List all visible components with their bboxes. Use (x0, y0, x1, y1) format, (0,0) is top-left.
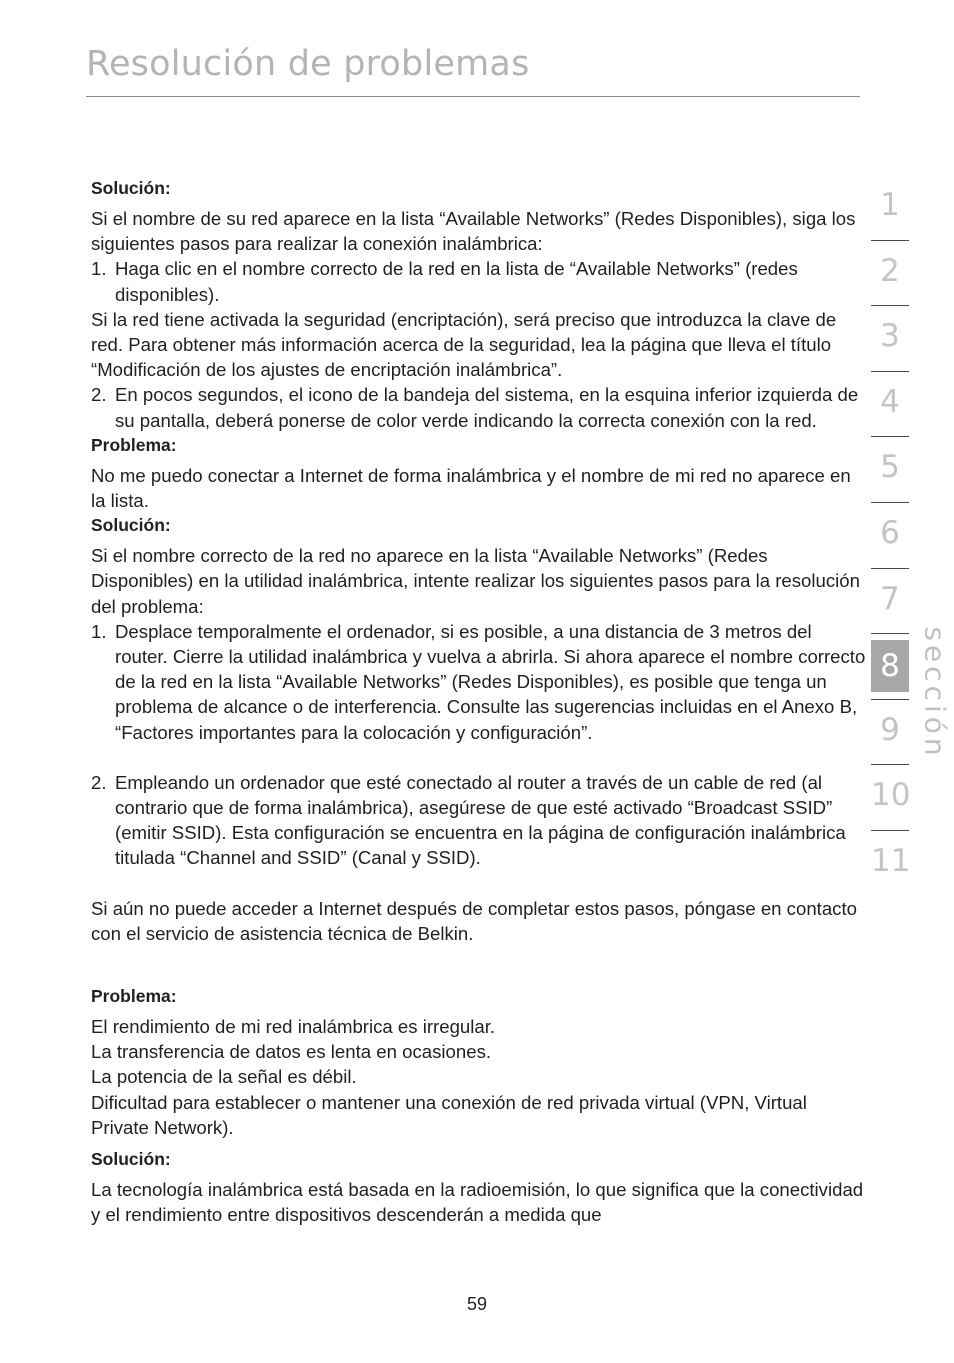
list-item (91, 382, 866, 432)
header-divider (86, 96, 860, 97)
section-number: 6 (880, 514, 900, 551)
step-text: Haga clic en el nombre correcto de la red en la lista de “Available Networks” (redes disponibles). (115, 258, 798, 305)
page-number: 59 (466, 1294, 488, 1314)
paragraph: No me puedo conectar a Internet de forma inalámbrica y el nombre de mi red no aparece en la lista. (91, 464, 851, 512)
main-content (91, 176, 866, 1228)
section-number: 3 (880, 318, 900, 355)
steps-list (91, 382, 866, 432)
problem-heading: Problema: (91, 986, 177, 1007)
step-text: Empleando un ordenador que esté conectado al router a través de un cable de red (al contrario que de forma inalámbrica), asegúrese de que esté activado “Broadcast SSID” (emitir SSID). Esta configuración se encuentra en la página de configuración inalámbrica titulada “Channel and SSID” (Canal y SSID). (115, 771, 846, 869)
section-tab-2[interactable] (871, 241, 909, 307)
list-item (91, 770, 866, 871)
section-number-active: 8 (871, 640, 909, 692)
section-tab-6[interactable] (871, 503, 909, 569)
step-text: Desplace temporalmente el ordenador, si es posible, a una distancia de 3 metros del router. Cierre la utilidad inalámbrica y vuelva a abrirla. Si ahora aparece el nombre correcto de la red en la lista “Available Networks” (Redes Disponibles), es posible que tenga un problema de alcance o de interferencia. Consulte las sugerencias incluidas en el Anexo B, “Factores importantes para la colocación y configuración”. (115, 620, 866, 743)
paragraph: Dificultad para establecer o mantener una conexión de red privada virtual (VPN, Virtual Private Network). (91, 1091, 807, 1138)
list-item (91, 256, 866, 306)
section-tab-8[interactable] (871, 634, 909, 700)
section-number: 7 (880, 580, 900, 617)
steps-list (91, 619, 866, 871)
section-number: 11 (871, 842, 911, 879)
section-number: 1 (880, 187, 900, 223)
solution-heading: Solución: (91, 178, 171, 198)
paragraph: Si aún no puede acceder a Internet después de completar estos pasos, póngase en contacto con el servicio de asistencia técnica de Belkin. (91, 897, 857, 944)
section-tab-3[interactable] (871, 306, 909, 372)
steps-list (91, 256, 866, 306)
section-tab-1[interactable] (871, 175, 909, 241)
paragraph: El rendimiento de mi red inalámbrica es irregular. (91, 1016, 496, 1038)
section-tab-5[interactable] (871, 437, 909, 503)
paragraph: La tecnología inalámbrica está basada en la radioemisión, lo que significa que la conectividad y el rendimiento entre dispositivos descenderán a medida que (91, 1179, 864, 1226)
section-number: 10 (871, 777, 911, 814)
section-tab-4[interactable] (871, 372, 909, 438)
problem-heading: Problema: (91, 434, 177, 455)
section-number: 2 (880, 252, 900, 289)
step-number: 2. (91, 384, 107, 406)
list-item (91, 619, 866, 745)
page-title: Resolución de problemas (86, 44, 530, 84)
step-number: 1. (91, 258, 107, 280)
paragraph: La transferencia de datos es lenta en ocasiones. (91, 1041, 492, 1063)
step-number: 2. (91, 771, 107, 793)
step-number: 1. (91, 620, 107, 642)
section-tab-11[interactable] (871, 831, 909, 897)
paragraph: Si el nombre correcto de la red no aparece en la lista “Available Networks” (Redes Disponibles) en la utilidad inalámbrica, intente realizar los siguientes pasos para la resolución del problema: (91, 545, 860, 617)
step-text: En pocos segundos, el icono de la bandeja del sistema, en la esquina inferior izquierda de su pantalla, deberá ponerse de color verde indicando la correcta conexión con la red. (115, 384, 859, 431)
section-number: 4 (880, 383, 900, 420)
spacer (91, 745, 866, 770)
paragraph: Si la red tiene activada la seguridad (encriptación), será preciso que introduzca la clave de red. Para obtener más información acerca de la seguridad, lea la página que lleva el título “Modificación de los ajustes de encriptación inalámbrica”. (91, 308, 837, 381)
solution-heading: Solución: (91, 1149, 171, 1170)
section-number: 9 (880, 711, 900, 748)
section-number: 5 (880, 449, 900, 486)
paragraph: Si el nombre de su red aparece en la lista “Available Networks” (Redes Disponibles), siga los siguientes pasos para realizar la conexión inalámbrica: (91, 208, 856, 255)
paragraph: La potencia de la señal es débil. (91, 1066, 357, 1088)
section-nav (871, 175, 909, 897)
section-tab-9[interactable] (871, 700, 909, 766)
solution-heading: Solución: (91, 515, 171, 536)
section-tab-10[interactable] (871, 765, 909, 831)
section-label: sección (918, 626, 952, 760)
section-tab-7[interactable] (871, 569, 909, 635)
